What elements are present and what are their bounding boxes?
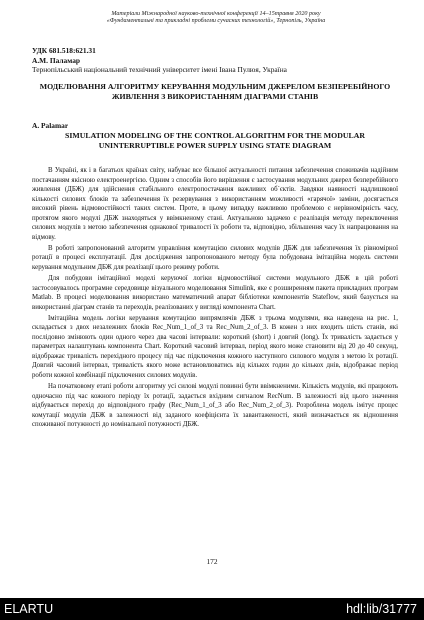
page-number: 172 <box>206 557 218 566</box>
paragraph-2: В роботі запропонований алгоритм управління комутацією силових модулів ДБЖ для забезпечення їх рівномірної ротації в процесі експлуатації. Для дослідження запропонованого методу була побудована імітаційна модель системи керування модульним ДБЖ для реалізації цього режиму роботи. <box>32 244 398 271</box>
paragraph-4: Імітаційна модель логіки керування комутацією випрямлячів ДБЖ з трьома модулями, яка наведена на рис. 1, складається з двох незалежних блоків Rec_Num_1_of_3 та Rec_Num_2_of_3. В кожен з них входить шість станів, які послідовно змінюють один одного через два часові інтервали: короткий (short) і довгий (long). Їх тривалість задається у параметрах налаштувань компонента Chart. Короткий часовий інтервал, період якого може становити від 20 до 40 секунд, відображає тривалість перехідного процесу під час підключення кожного наступного силового модуля з метою їх ротації. Довгий часовий інтервал, тривалість якого може встановлюватись від кількох годин до кількох днів, відображає період роботи кожної комбінації підключених силових модулів. <box>32 314 398 379</box>
paragraph-3: Для побудови імітаційної моделі керуючої логіки відмовостійкої системи модульного ДБЖ в цій роботі застосовувалось програмне середовище візуального моделювання Simulink, яке є розширенням пакета прикладних програм Matlab. В процесі моделювання використано математичний апарат бібліотеки компонентів Stateflow, який базується на використанні діаграм станів та переходів, реалізованих у вигляді компонента Chart. <box>32 275 398 311</box>
header-line-1: Матеріали Міжнародної науково-технічної конференції 14–15травня 2020 року <box>111 11 321 17</box>
header-line-2: «Фундаментальні та прикладні проблеми сучасних технологій», Тернопіль, Україна <box>106 18 326 25</box>
conference-header <box>30 11 402 26</box>
udc-code: УДК 681.518:621.31 <box>32 46 96 55</box>
paragraph-5: На початковому етапі роботи алгоритму усі силові модулі повинні бути ввімкненими. Кількість модулів, які працюють одночасно під час кожного періоду їх ротації, задається вхідним сигналом RecNum. В залежності від цього значення відбувається перехід до відповідного графу (Rec_Num_1_of_3 або Rec_Num_2_of_3). Розроблена модель імітує процес комутації модулів ДБЖ в залежності від заданого коефіцієнта їх завантаженості, який визначається як відношення споживаної потужності до номінальної потужності ДБЖ. <box>32 383 398 429</box>
paragraph-1: В Україні, як і в багатьох країнах світу, набуває все більшої актуальності питання забезпечення споживачів надійним постачанням якісною електроенергією. Одним з способів його вирішення є застосування модульних джерел безперебійного живлення (ДБЖ) для здійснення стабільного електропостачання важливих об`єктів. Завдяки наявності надлишкової кількості силових блоків та забезпечення їх резервування з використанням можливості «гарячої» заміни, досягається високий рівень відмовостійкості таких систем. Проте, в цьому випадку важливою проблемою є нерівномірність часу, протягом якого модулі ДБЖ знаходяться у ввімкненому стані. Актуальною задачею є реалізація методу переключення силових модулів з метою забезпечення однакової тривалості їх роботи та, відповідно, збільшення часу їх напрацювання на відмову. <box>32 167 398 241</box>
article-meta <box>32 46 400 75</box>
affiliation: Тернопільський національний технічний університет імені Івана Пулюя, Україна <box>32 65 287 75</box>
repository-name: ELARTU <box>4 602 54 616</box>
author-ua: А.М. Паламар <box>32 55 80 65</box>
repository-footer-bar <box>0 598 424 620</box>
article-body <box>32 166 398 431</box>
title-english: SIMULATION MODELING OF THE CONTROL ALGORITHM FOR THE MODULAR UNINTERRUPTIBLE POWER SUPPLY USING STATE DIAGRAM <box>65 131 365 150</box>
author-en: A. Palamar <box>32 121 69 130</box>
title-ukrainian: МОДЕЛЮВАННЯ АЛГОРИТМУ КЕРУВАННЯ МОДУЛЬНИМ ДЖЕРЕЛОМ БЕЗПЕРЕБІЙНОГО ЖИВЛЕННЯ З ВИКОРИСТАННЯМ ДІАГРАМИ СТАНІВ <box>39 82 391 101</box>
handle-link[interactable]: hdl:lib/31777 <box>346 602 417 616</box>
